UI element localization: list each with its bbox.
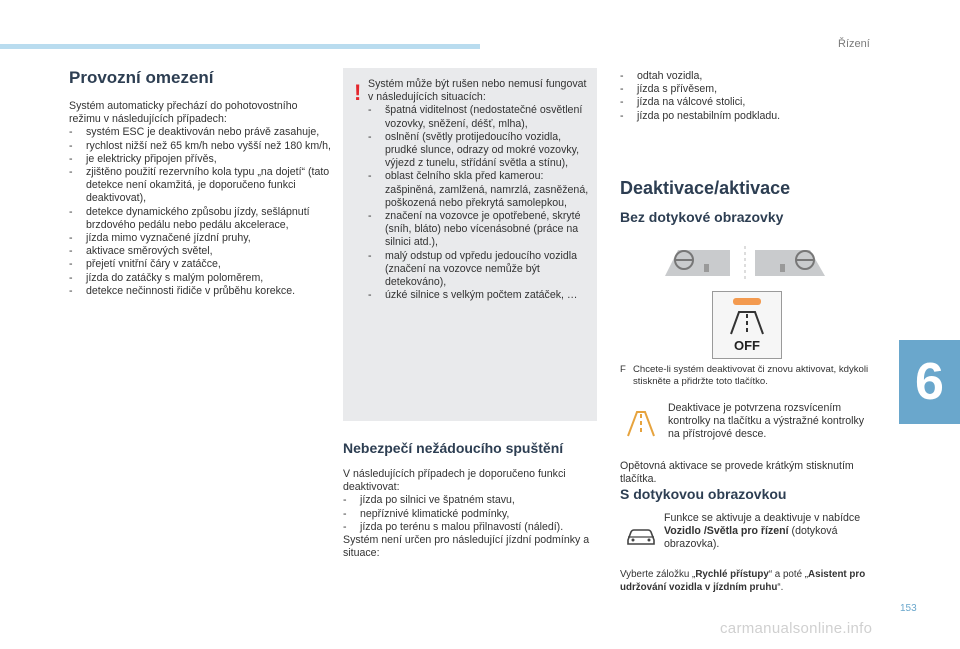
list-item: - malý odstup od vpředu jedoucího vozidla (značení na vozovce nemůže být detekováno), — [368, 250, 594, 290]
indicator-lamp — [733, 298, 761, 305]
chapter-tab: 6 — [899, 340, 960, 424]
list-item: - jízda do zatáčky s malým poloměrem, — [69, 272, 331, 285]
footnote — [620, 364, 882, 388]
list-item: - odtah vozidla, — [620, 70, 878, 83]
no-touchscreen-title: Bez dotykové obrazovky — [620, 209, 784, 225]
list-item: - jízda po nestabilním podkladu. — [620, 110, 878, 123]
unwanted-triggering-section — [343, 440, 603, 560]
triggering-list — [343, 494, 603, 534]
text-segment: (dotyková obrazovka). — [664, 525, 838, 551]
list-item: - jízda s přívěsem, — [620, 83, 878, 96]
list-item: - jízda po silnici ve špatném stavu, — [343, 494, 603, 507]
tab-name: Rychlé přístupy — [695, 569, 769, 580]
reactivation-text: Opětovná aktivace se provede krátkým stisknutím tlačítka. — [620, 460, 854, 486]
list-item: - jízda na válcové stolici, — [620, 96, 878, 109]
touchscreen-description — [664, 512, 878, 552]
lane-assist-off-button[interactable] — [712, 291, 782, 359]
list-item: - oslnění (světly protijedoucího vozidla, prudké slunce, odrazy od mokré vozovky, výjezd z tunelu, střídání světla a stínu), — [368, 131, 594, 171]
watermark: carmanualsonline.info — [720, 620, 873, 637]
list-item: - systém ESC je deaktivován nebo právě zasahuje, — [69, 126, 331, 139]
touchscreen-title: S dotykovou obrazovkou — [620, 486, 787, 502]
exclamation-icon: ! — [354, 80, 362, 105]
limits-list — [69, 126, 331, 298]
text-segment: “ a poté „ — [768, 569, 809, 580]
final-instruction — [620, 569, 878, 594]
outro-paragraph: Systém není určen pro následující jízdní podmínky a situace: — [343, 534, 590, 560]
function-name: Asistent pro udržování vozidla v jízdním pruhu — [620, 569, 866, 593]
list-item: - přejetí vnitřní čáry v zatáčce, — [69, 258, 331, 271]
menu-path: Vozidlo /Světla pro řízení — [664, 525, 789, 538]
note-icon: F — [620, 364, 626, 375]
off-label: OFF — [734, 338, 760, 353]
lane-assist-icon — [731, 312, 763, 334]
page-number: 153 — [900, 603, 917, 614]
list-item: - zjištěno použití rezervního kola typu „na dojetí“ (tato detekce není okamžitá, je doporučeno funkci deaktivovat), — [69, 166, 331, 206]
deactivation-title: Deaktivace/aktivace — [620, 178, 791, 198]
intro-paragraph: V následujících případech je doporučeno funkci deaktivovat: — [343, 468, 566, 494]
note-text: Chcete-li systém deaktivovat či znovu aktivovat, kdykoli stiskněte a přidržte toto tlačítko. — [633, 364, 869, 387]
section-title: Provozní omezení — [69, 68, 214, 87]
continued-list — [620, 70, 878, 123]
continued-list-block — [620, 70, 878, 123]
warning-list — [368, 104, 594, 302]
lane-warning-lamp-icon — [624, 408, 658, 440]
top-accent-bar — [0, 44, 480, 49]
list-item: - úzké silnice s velkým počtem zatáček, … — [368, 289, 594, 302]
list-item: - oblast čelního skla před kamerou: zašpiněná, zamlžená, namrzlá, zasněžená, poškozená nebo překrytá samolepkou, — [368, 170, 594, 210]
list-item: - jízda po terénu s malou přilnavostí (náledí). — [343, 521, 603, 534]
list-item: - detekce dynamického způsobu jízdy, sešlápnutí brzdového pedálu nebo pedálu akcelerace, — [69, 206, 331, 232]
list-item: - nepříznivé klimatické podmínky, — [343, 508, 603, 521]
list-item: - detekce nečinnosti řidiče v průběhu korekce. — [69, 285, 331, 298]
list-item: - je elektricky připojen přívěs, — [69, 153, 331, 166]
lamp-description: Deaktivace je potvrzena rozsvícením kontrolky na tlačítku a výstražné kontrolky na přístrojové desce. — [668, 402, 865, 441]
chapter-title: Řízení — [838, 38, 870, 50]
vehicle-icon — [625, 525, 657, 547]
list-item: - rychlost nižší než 65 km/h nebo vyšší než 180 km/h, — [69, 140, 331, 153]
warning-content — [368, 78, 594, 302]
list-item: - značení na vozovce je opotřebené, skryté (sníh, bláto) nebo vícenásobné (práce na silnici atd.), — [368, 210, 594, 250]
section-title: Nebezpečí nežádoucího spuštění — [343, 440, 564, 456]
intro-paragraph: Systém automaticky přechází do pohotovostního režimu v následujících případech: — [69, 100, 298, 126]
text-segment: Funkce se aktivuje a deaktivuje v nabídce — [664, 512, 861, 524]
list-item: - špatná viditelnost (nedostatečné osvětlení vozovky, sněžení, déšť, mlha), — [368, 104, 594, 130]
list-item: - jízda mimo vyznačené jízdní pruhy, — [69, 232, 331, 245]
text-segment: “. — [777, 581, 784, 593]
list-item: - aktivace směrových světel, — [69, 245, 331, 258]
steering-wheel-illustration — [660, 244, 830, 284]
operating-limits-section — [69, 68, 331, 298]
warning-intro: Systém může být rušen nebo nemusí fungovat v následujících situacích: — [368, 78, 587, 104]
text-segment: Vyberte záložku „ — [620, 569, 696, 580]
